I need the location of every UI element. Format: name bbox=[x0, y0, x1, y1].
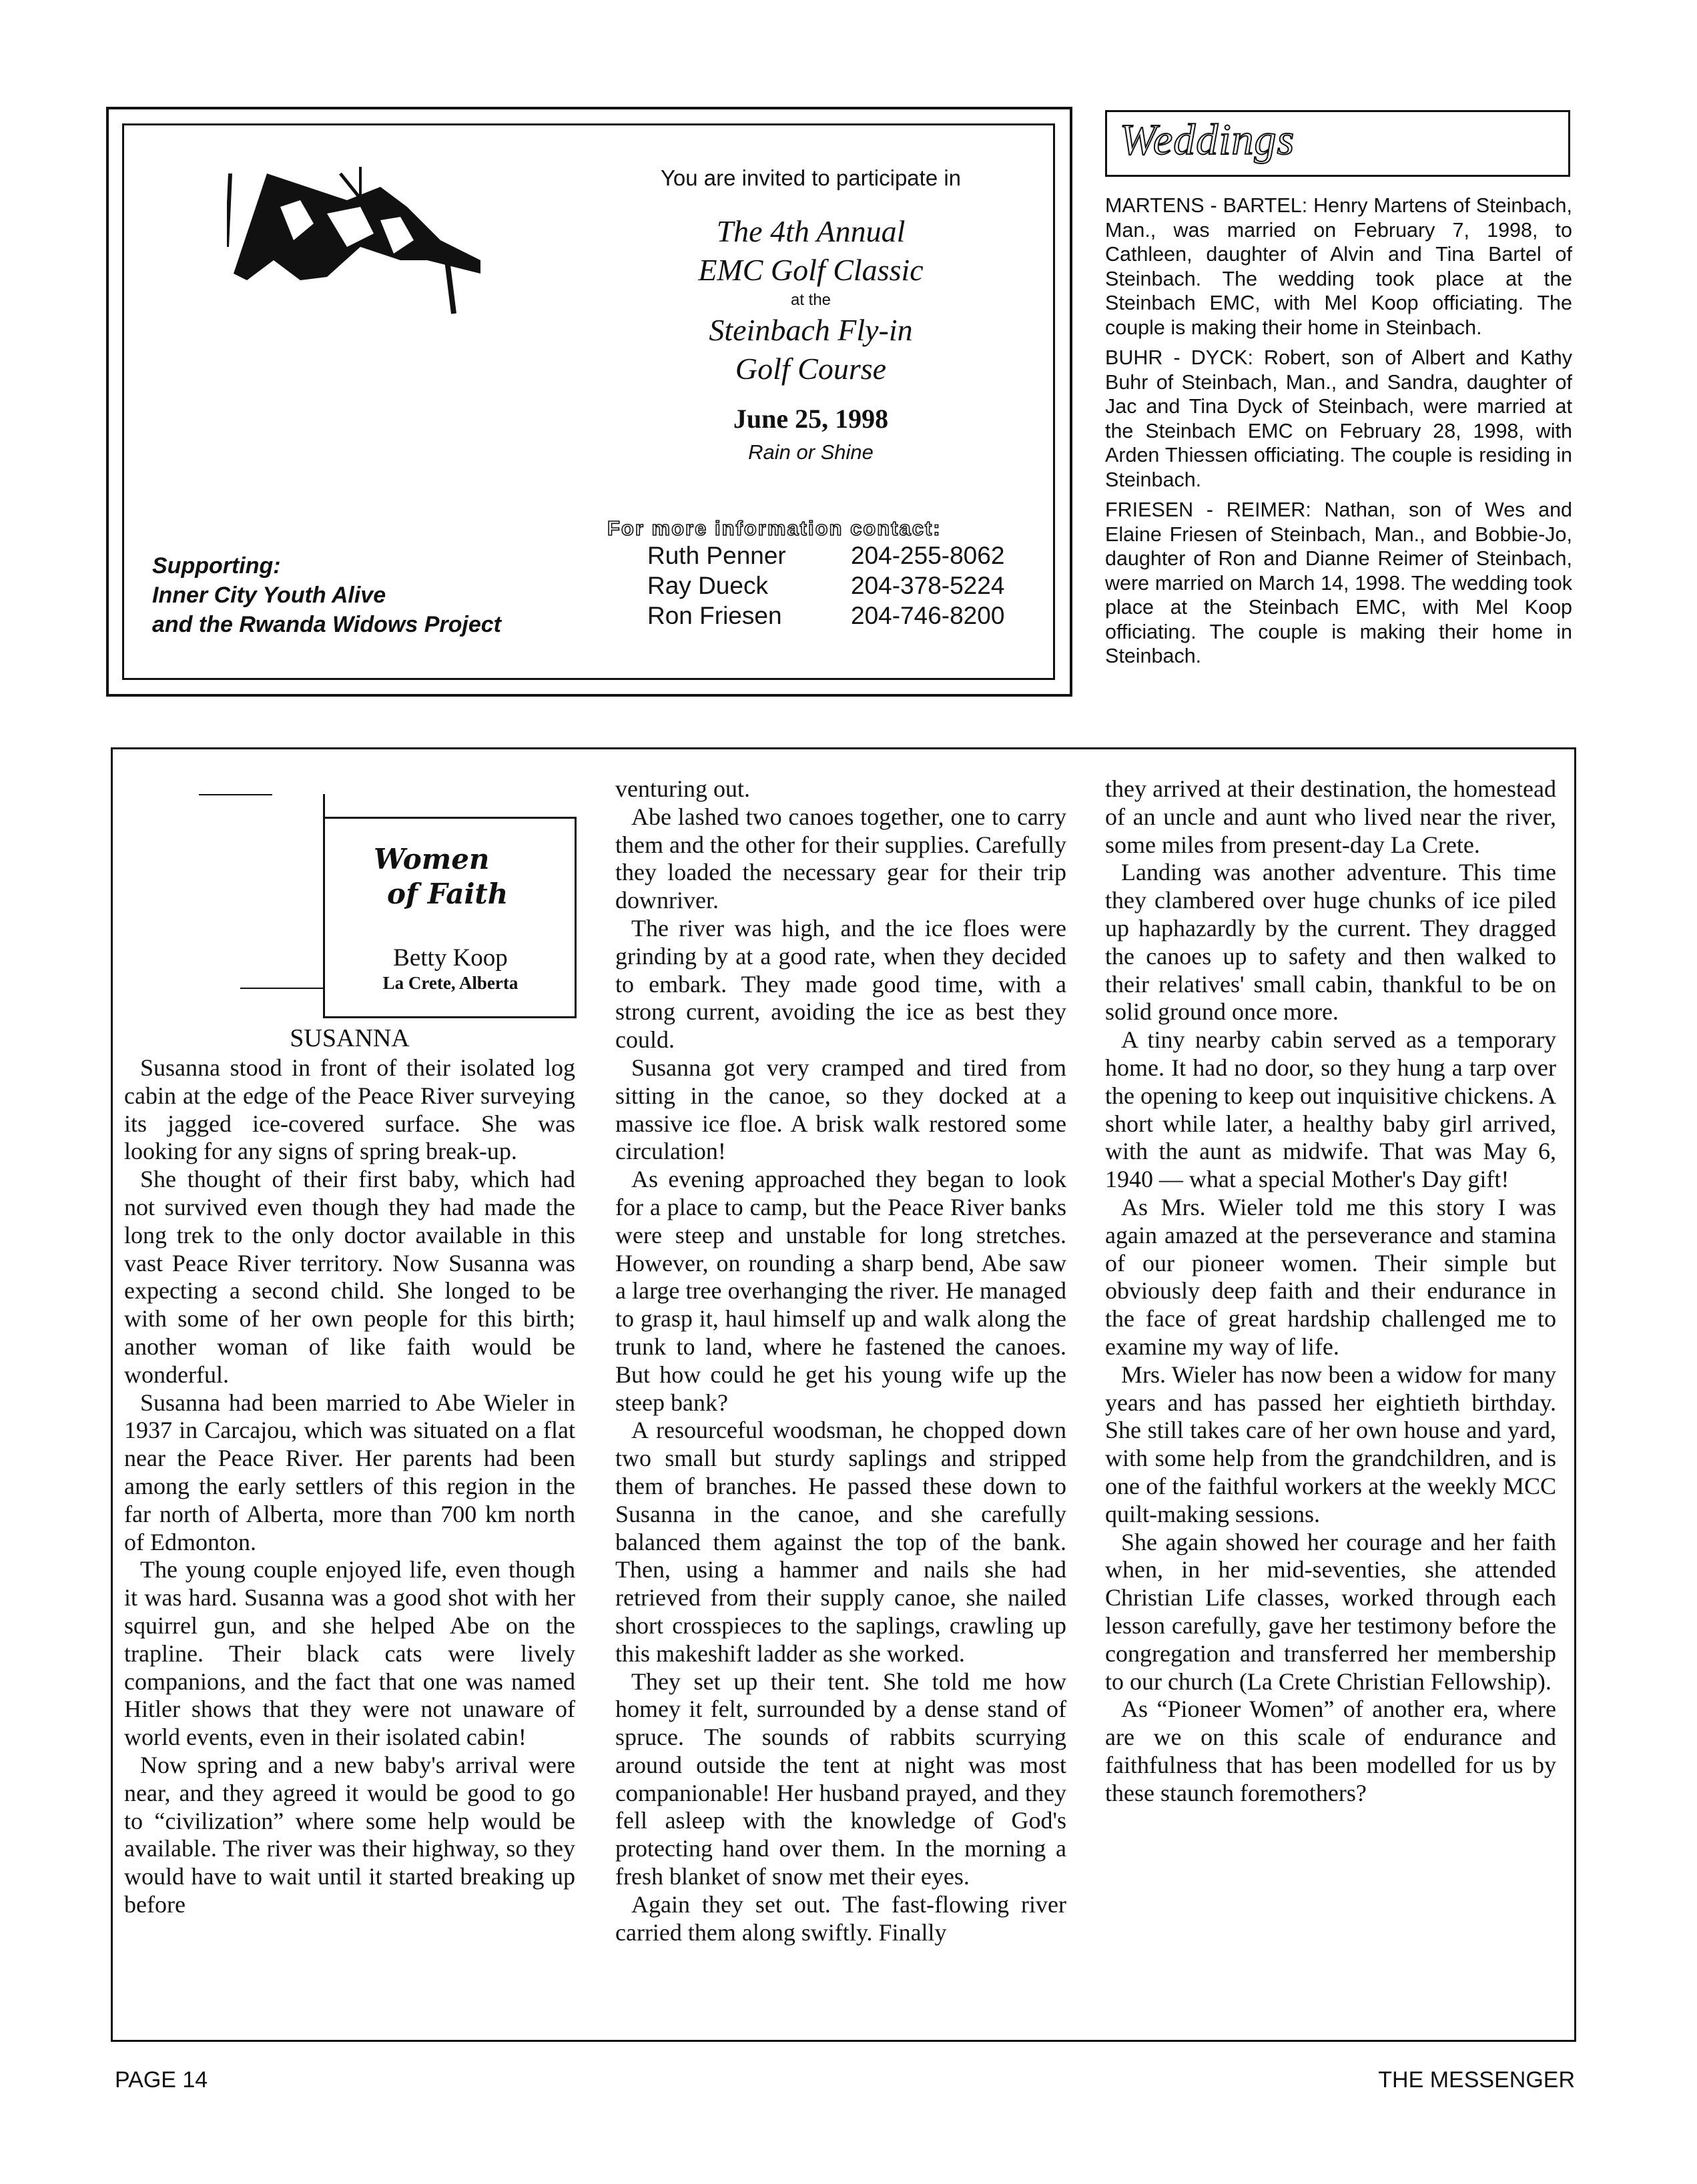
contact-phone: 204-746-8200 bbox=[851, 602, 1005, 629]
ad-contact-row bbox=[647, 540, 1004, 571]
column-title bbox=[374, 842, 547, 912]
ad-contact-list bbox=[647, 540, 1004, 631]
contact-name: Ray Dueck bbox=[647, 572, 768, 599]
ad-contact-row bbox=[647, 601, 1004, 631]
article-paragraph: A tiny nearby cabin served as a temporary home. It had no door, so they hung a tarp over the opening to keep out inquisitive chickens. A short while later, a healthy baby girl arrived, with the aunt as midwife. That was May 6, 1940 — what a special Mother's Day gift! bbox=[1105, 1026, 1556, 1193]
article-paragraph-continued: venturing out. bbox=[615, 775, 750, 802]
article-paragraph: As evening approached they began to look for a place to camp, but the Peace River banks were steep and unstable for long stretches. However, on rounding a sharp bend, Abe saw a large tree overhanging the river. He managed to grasp it, haul himself up and walk along the trunk to land, where he fastened the canoes. But how could he get his young wife up the steep bank? bbox=[615, 1166, 1066, 1416]
contact-name: Ruth Penner bbox=[647, 542, 786, 569]
ad-event-title bbox=[601, 212, 1021, 388]
wedding-entry: FRIESEN - REIMER: Nathan, son of Wes and Elaine Friesen of Steinbach, Man., and Bobbie-Jo, daughter of Ron and Dianne Reimer of Steinbach, were married on March 14, 1998. The wedding took place at the Steinbach EMC, with Mel Koop officiating. The couple is making their home in Steinbach. bbox=[1105, 498, 1572, 667]
ad-supporting-line2: and the Rwanda Widows Project bbox=[152, 612, 501, 637]
article-paragraph: Abe lashed two canoes together, one to carry them and the other for their supplies. Carefully they loaded the necessary gear for their trip downriver. bbox=[615, 803, 1066, 914]
publication-name: THE MESSENGER bbox=[1378, 2067, 1575, 2093]
ad-rain-or-shine: Rain or Shine bbox=[748, 440, 874, 464]
article-column-2 bbox=[615, 775, 1066, 1946]
column-rule-top bbox=[199, 794, 272, 795]
article-paragraph: The river was high, and the ice floes were grinding by at a good rate, when they decided to embark. They made good time, with a strong current, avoiding the ice as best they could. bbox=[615, 914, 1066, 1054]
article-paragraph: The young couple enjoyed life, even though it was hard. Susanna was a good shot with her squirrel gun, and she helped Abe on the trapline. Their black cats were lively companions, and the fact that one was named Hitler shows that they were not unaware of world events, even in their isolated cabin! bbox=[124, 1556, 575, 1751]
ad-invite-text: You are invited to participate in bbox=[660, 165, 962, 190]
ad-info-header: For more information contact: bbox=[607, 516, 942, 540]
wedding-entry: MARTENS - BARTEL: Henry Martens of Steinbach, Man., was married on February 7, 1998, to Cathleen, daughter of Alvin and Tina Bartel of Steinbach. The wedding took place at the Steinbach EMC, with Mel Koop officiating. The couple is making their home in Steinbach. bbox=[1105, 194, 1572, 339]
article-paragraph: She again showed her courage and her faith when, in her mid-seventies, she attended Christian Life classes, worked through each lesson carefully, gave her testimony before the congregation and transferred her membership to our church (La Crete Christian Fellowship). bbox=[1105, 1528, 1556, 1695]
article-paragraph-continued: they arrived at their destination, the homestead of an uncle and aunt who lived near the river, some miles from present-day La Crete. bbox=[1105, 775, 1556, 858]
article-paragraph: As Mrs. Wieler told me this story I was again amazed at the perseverance and stamina of our pioneer women. Their simple but obviously deep faith and their endurance in the face of great hardship challenged me to examine my way of life. bbox=[1105, 1193, 1556, 1360]
page-number: PAGE 14 bbox=[115, 2067, 208, 2093]
weddings-list bbox=[1105, 194, 1572, 675]
column-rule-vertical bbox=[323, 794, 325, 818]
column-title-line1: Women bbox=[374, 843, 490, 875]
contact-name: Ron Friesen bbox=[647, 602, 782, 629]
ad-supporting-label: Supporting: bbox=[152, 553, 281, 579]
article-paragraph: Mrs. Wieler has now been a widow for many years and has passed her eightieth birthday. She still takes care of her own house and yard, with some help from the grandchildren, and is one of the faithful workers at the weekly MCC quilt-making sessions. bbox=[1105, 1361, 1556, 1527]
ad-supporting bbox=[152, 551, 501, 639]
ad-at-the: at the bbox=[790, 291, 831, 309]
ad-event-line1: The 4th Annual bbox=[716, 214, 906, 248]
article-column-1 bbox=[124, 1054, 575, 1919]
weddings-title: Weddings bbox=[1120, 115, 1295, 164]
contact-phone: 204-255-8062 bbox=[851, 542, 1005, 569]
ad-event-line2: EMC Golf Classic bbox=[698, 253, 924, 287]
article-paragraph: A resourceful woodsman, he chopped down two small but sturdy saplings and stripped them of branches. He passed these down to Susanna in the canoe, and she carefully balanced them against the top of the bank. Then, using a hammer and nails she had retrieved from their supply canoe, she nailed short crosspieces to the saplings, crawling up this makeshift ladder as she worked. bbox=[615, 1417, 1066, 1667]
article-paragraph: They set up their tent. She told me how homey it felt, surrounded by a dense stand of spruce. The sounds of rabbits scurrying around outside the tent at night was most companionable! Her husband prayed, and they fell asleep with the knowledge of God's protecting hand over them. In the morning a fresh blanket of snow met their eyes. bbox=[615, 1668, 1066, 1890]
column-title-line2: of Faith bbox=[387, 877, 508, 910]
article-paragraph: Now spring and a new baby's arrival were near, and they agreed it would be good to go to “civilization” where some help would be available. The river was their highway, so they would have to wait until it started breaking up before bbox=[124, 1751, 575, 1918]
article-paragraph: Again they set out. The fast-flowing river carried them along swiftly. Finally bbox=[615, 1890, 1066, 1946]
article-heading: SUSANNA bbox=[290, 1024, 410, 1052]
article-paragraph: As “Pioneer Women” of another era, where are we on this scale of endurance and faithfulness that has been modelled for us by these staunch foremothers? bbox=[1105, 1696, 1556, 1806]
column-author: Betty Koop bbox=[393, 944, 508, 972]
column-rule-bottom bbox=[240, 988, 324, 989]
ad-date: June 25, 1998 bbox=[733, 404, 889, 434]
article-paragraph: Landing was another adventure. This time they clambered over huge chunks of ice piled up haphazardly by the current. They dragged the canoes up to safety and then walked to their relatives' small cabin, thankful to be on solid ground once more. bbox=[1105, 859, 1556, 1026]
contact-phone: 204-378-5224 bbox=[851, 572, 1005, 599]
ad-contact-row bbox=[647, 571, 1004, 601]
article-paragraph: Susanna had been married to Abe Wieler in 1937 in Carcajou, which was situated on a flat near the Peace River. Her parents had been among the early settlers of this region in the far north of Alberta, more than 700 km north of Edmonton. bbox=[124, 1389, 575, 1555]
column-location: La Crete, Alberta bbox=[382, 973, 519, 993]
wedding-entry: BUHR - DYCK: Robert, son of Albert and Kathy Buhr of Steinbach, Man., and Sandra, daughter of Jac and Tina Dyck of Steinbach, were married at the Steinbach EMC on February 28, 1998, with Arden Thiessen officiating. The couple is residing in Steinbach. bbox=[1105, 346, 1572, 491]
article-paragraph: She thought of their first baby, which had not survived even though they had made the long trek to the only doctor available in this vast Peace River territory. Now Susanna was expecting a second child. She longed to be with some of her own people for this birth; another woman of like faith would be wonderful. bbox=[124, 1166, 575, 1388]
article-column-3 bbox=[1105, 775, 1556, 1807]
ad-venue-line2: Golf Course bbox=[735, 352, 887, 386]
article-paragraph: Susanna stood in front of their isolated log cabin at the edge of the Peace River surveying its jagged ice-covered surface. She was looking for any signs of spring break-up. bbox=[124, 1054, 575, 1165]
ad-venue-line1: Steinbach Fly-in bbox=[709, 313, 913, 347]
ad-supporting-line1: Inner City Youth Alive bbox=[152, 583, 386, 608]
article-paragraph: Susanna got very cramped and tired from sitting in the canoe, so they docked at a massive ice floe. A brisk walk restored some circulation! bbox=[615, 1054, 1066, 1165]
golfer-logo bbox=[227, 160, 487, 320]
